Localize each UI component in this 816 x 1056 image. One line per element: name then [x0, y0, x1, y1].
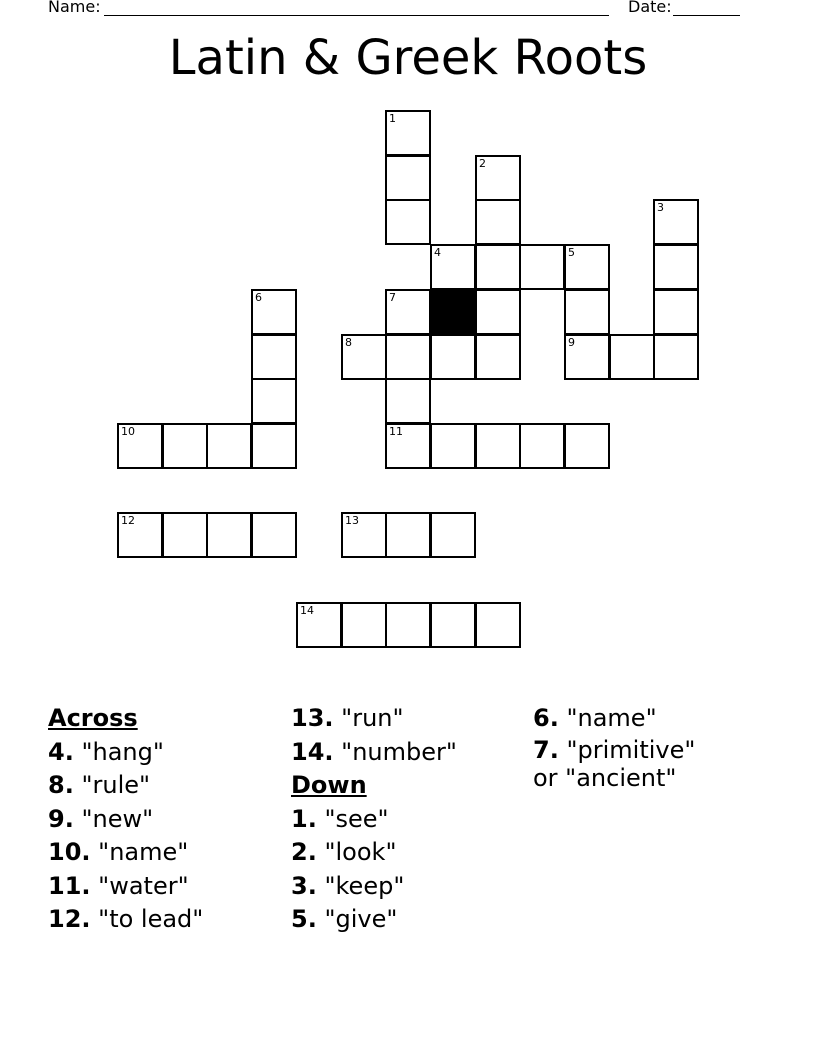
clue-across-13: 13. "run" [291, 704, 404, 732]
crossword-cell[interactable] [653, 289, 699, 335]
clue-column-2 [291, 702, 457, 937]
crossword-cell[interactable] [385, 512, 431, 558]
cell-number: 7 [389, 291, 396, 304]
crossword-cell[interactable] [653, 199, 699, 245]
crossword-cell[interactable] [430, 244, 476, 290]
clue-across-9: 9. "new" [48, 804, 154, 833]
crossword-cell[interactable] [341, 512, 387, 558]
crossword-cell[interactable] [296, 602, 342, 648]
crossword-cell[interactable] [430, 423, 476, 469]
crossword-cell[interactable] [162, 512, 208, 558]
crossword-cell[interactable] [385, 289, 431, 335]
cell-number: 11 [389, 425, 403, 438]
crossword-cell[interactable] [385, 378, 431, 424]
clue-down-7: 7. "primitive" or "ancient" [533, 735, 696, 792]
crossword-cell[interactable] [385, 110, 431, 156]
cell-number: 13 [345, 514, 359, 527]
cell-number: 5 [568, 246, 575, 259]
crossword-cell[interactable] [251, 378, 297, 424]
name-label: Name: [48, 0, 101, 16]
crossword-cell[interactable] [519, 244, 565, 290]
crossword-cell[interactable] [385, 334, 431, 380]
black-square [430, 289, 476, 335]
crossword-cell[interactable] [341, 602, 387, 648]
crossword-cell[interactable] [117, 512, 163, 558]
clue-across-11: 11. "water" [48, 871, 189, 900]
clue-down-1: 1. "see" [291, 804, 389, 833]
crossword-cell[interactable] [385, 199, 431, 245]
cell-number: 6 [255, 291, 262, 304]
crossword-cell[interactable] [251, 334, 297, 380]
clue-column-3 [533, 702, 723, 792]
crossword-cell[interactable] [162, 423, 208, 469]
crossword-cell[interactable] [653, 244, 699, 290]
crossword-cell[interactable] [564, 289, 610, 335]
crossword-cell[interactable] [475, 199, 521, 245]
cell-number: 4 [434, 246, 441, 259]
clue-across-10: 10. "name" [48, 838, 189, 866]
crossword-cell[interactable] [430, 334, 476, 380]
across-heading: Across [48, 704, 138, 732]
crossword-cell[interactable] [475, 602, 521, 648]
cell-number: 9 [568, 336, 575, 349]
crossword-cell[interactable] [564, 423, 610, 469]
crossword-cell[interactable] [251, 289, 297, 335]
clue-down-6: 6. "name" [533, 704, 657, 732]
crossword-cell[interactable] [609, 334, 655, 380]
crossword-cell[interactable] [564, 334, 610, 380]
clue-down-2: 2. "look" [291, 838, 397, 866]
crossword-cell[interactable] [430, 602, 476, 648]
down-heading: Down [291, 771, 367, 799]
crossword-cell[interactable] [653, 334, 699, 380]
clue-across-8: 8. "rule" [48, 771, 151, 799]
cell-number: 1 [389, 112, 396, 125]
clue-across-14: 14. "number" [291, 737, 457, 766]
crossword-cell[interactable] [385, 155, 431, 201]
crossword-cell[interactable] [206, 512, 252, 558]
crossword-cell[interactable] [117, 423, 163, 469]
crossword-cell[interactable] [251, 512, 297, 558]
cell-number: 14 [300, 604, 314, 617]
page-title: Latin & Greek Roots [168, 30, 648, 86]
crossword-cell[interactable] [475, 289, 521, 335]
clue-column-1 [48, 702, 203, 937]
cell-number: 8 [345, 336, 352, 349]
clue-across-12: 12. "to lead" [48, 905, 204, 933]
crossword-cell[interactable] [475, 423, 521, 469]
crossword-cell[interactable] [385, 602, 431, 648]
crossword-cell[interactable] [206, 423, 252, 469]
crossword-cell[interactable] [475, 244, 521, 290]
crossword-cell[interactable] [564, 244, 610, 290]
clue-across-4: 4. "hang" [48, 737, 164, 766]
crossword-cell[interactable] [341, 334, 387, 380]
cell-number: 2 [479, 157, 486, 170]
crossword-cell[interactable] [519, 423, 565, 469]
date-label: Date: [628, 0, 672, 16]
crossword-cell[interactable] [385, 423, 431, 469]
cell-number: 3 [657, 201, 664, 214]
clue-down-5: 5. "give" [291, 905, 398, 933]
crossword-cell[interactable] [475, 155, 521, 201]
cell-number: 10 [121, 425, 135, 438]
crossword-cell[interactable] [475, 334, 521, 380]
cell-number: 12 [121, 514, 135, 527]
clue-down-3: 3. "keep" [291, 871, 405, 900]
crossword-cell[interactable] [430, 512, 476, 558]
crossword-cell[interactable] [251, 423, 297, 469]
